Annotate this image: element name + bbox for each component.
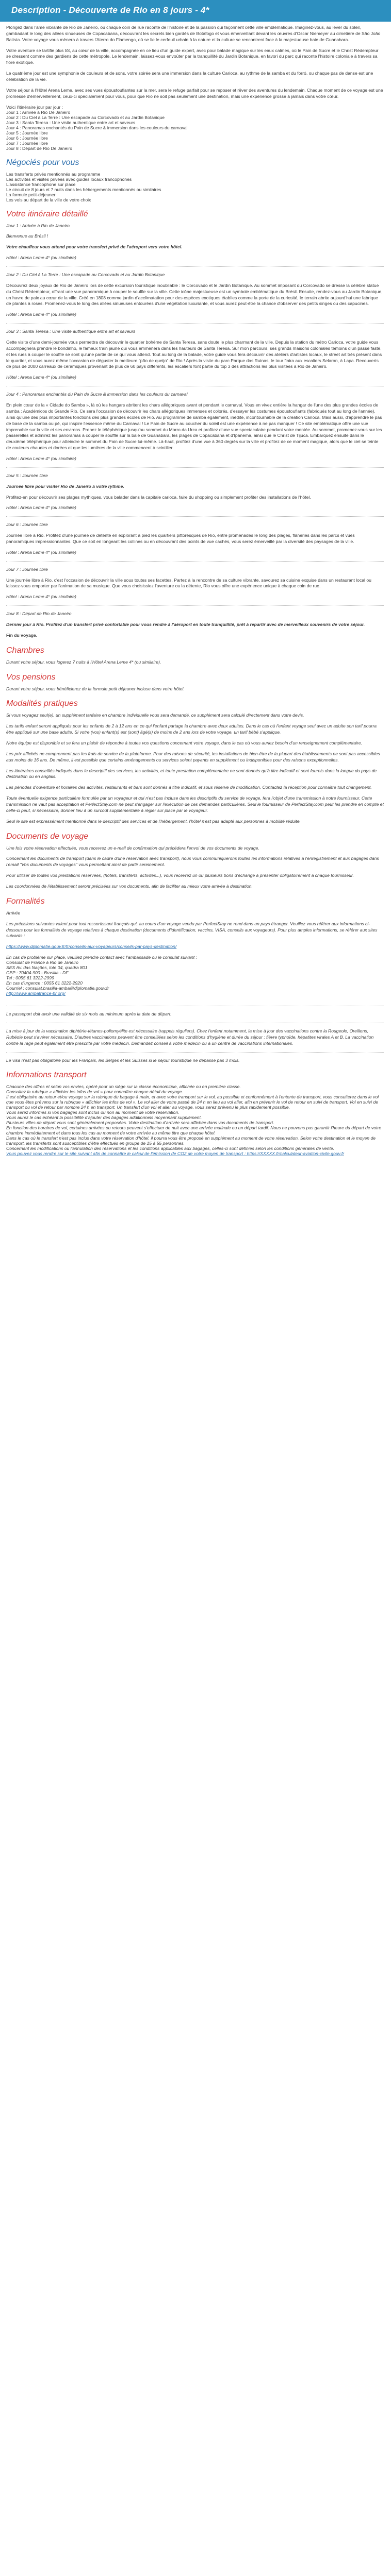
divider (6, 516, 384, 517)
transport-link[interactable]: Vous pouvez vous rendre sur le site suivant afin de connaître le calcul de l'émission de CO2 de votre moyen de transport : https://XXXXX.fr/calculateur-aviation-civile.gouv.fr (6, 1151, 344, 1157)
divider (6, 1052, 384, 1053)
included-item: Le circuit de 8 jours et 7 nuits dans les hébergements mentionnés ou similaires (6, 187, 161, 192)
spacer (6, 996, 384, 1001)
divider (6, 605, 384, 606)
documents-paragraph: Les coordonnées de l'établissement seront précisées sur vos documents, afin de faciliter au mieux votre arrivée à destination. (6, 884, 253, 889)
transport-line: Chacune des offres et selon vos envies, opéré pour un siège sur la classe économique, affichée ou en première classe. (6, 1084, 241, 1090)
program-item: Jour 7 : Journée libre (6, 140, 48, 146)
day-title: Jour 5 : Journée libre (6, 472, 48, 478)
section-heading-included: Négociés pour vous (6, 158, 79, 167)
section-heading-transport: Informations transport (6, 1071, 87, 1080)
transport-line: Consultez la rubrique « affichier les infos de vol » pour connaître chaque détail du voyage. (6, 1089, 184, 1095)
day-text: Profitez-en pour découvrir ses plages mythiques, vous balader dans la capitale carioca, faire du shopping ou simplement profiter des installations de l'hôtel. (6, 494, 311, 500)
day-hotel: Hôtel : Arena Leme 4* (ou similaire) (6, 549, 76, 555)
practical-paragraph: Les prix affichés ne comprennent pas les frais de service de la plateforme. Pour des raisons de sécurité, les installations de bien-être de la plupart des établissements ne sont pas accessibles aux moins de 16 ans. De même, il est possible que certains aménagements ou services soient payants en supplément ou indisponibles pour des raisons exceptionnelles. (6, 751, 380, 762)
formalities-line: Tel : 0055 61 3222-2999 (6, 975, 54, 981)
practical-paragraph: Seul le site est expressément mentionné dans le descriptif des services et de l'hébergement, l'hôtel n'est pas adapté aux personnes à mobilité réduite. (6, 818, 301, 824)
divider (6, 266, 384, 267)
day-block (6, 522, 384, 555)
included-list (6, 172, 384, 202)
day-hotel: Hôtel : Arena Leme 4* (ou similaire) (6, 255, 76, 261)
practical-paragraph: Les périodes d'ouverture et horaires des activités, restaurants et bars sont donnés à titre indicatif, et sous réserve de modification. Contactez la réception pour connaître tout changement. (6, 785, 372, 790)
intro-paragraph: Votre séjour à l'Hôtel Arena Leme, avec ses vues époustouflantes sur la mer, sera le refuge parfait pour se reposer et rêver des aventures du lendemain. Chaque moment de ce voyage est une promesse d'émerveillement, ceux-ci spécialement pour vous, pour que Rio ne soit pas seulement une destination, mais une expérience grosse à jamais dans votre cœur. (6, 87, 383, 99)
practical-paragraph: Notre équipe est disponible et se fera un plaisir de répondre à toutes vos questions concernant votre voyage, dans le cas où vous auriez besoin d'un renseignement complémentaire. (6, 740, 363, 745)
section-heading-practical: Modalités pratiques (6, 699, 78, 708)
divider (6, 323, 384, 324)
section-heading-meals: Vos pensions (6, 672, 56, 682)
formalities-paragraph: La mise à jour de la vaccination diphtérie-tétanos-poliomyélite est nécessaire (rappels réguliers). Chez l'enfant notamment, la mise à jour des vaccinations contre la Rougeole, Oreillons, Rubéole peut s'avérer nécessaire. D'autres vaccinations peuvent être conseillées selon les conditions d'hygiène et durée du séjour : fièvre typhoïde, hépatites virales A et B. La vaccination contre la rage peut également être prescrite par votre médecin. Demandez conseil à votre médecin ou à un centre de vaccinations internationales. (6, 1028, 374, 1046)
included-item: Les activités et visites privées avec guides locaux francophones (6, 176, 132, 182)
formalities-line: CEP : 70404-900 - Brasilia - DF (6, 970, 69, 976)
transport-line: Plusieurs villes de départ vous sont généralement proposées. Votre destination d'arrivée sera affichée dans vos documents de transport. (6, 1120, 274, 1126)
day-hotel: Hôtel : Arena Leme 4* (ou similaire) (6, 455, 76, 461)
day-hotel: Hôtel : Arena Leme 4* (ou similaire) (6, 312, 76, 317)
formalities-line: En cas d'urgence : 0055 61 3222-2920 (6, 980, 83, 986)
day-text: Cette visite d'une demi-journée vous permettra de découvrir le quartier bohème de Santa Teresa, sans doute le plus charmant de la ville. Depuis la station du métro Carioca, votre guide vous accompagnera prendre le bondinho, le fameux train jaune qui vous emmènera dans les hauteurs de Santa Teresa. Sur mon parcours, ses grands maisons coloniales témoins d'un passé fasté, et les rues à couper le souffle se sont qu'une partie de ce qui vous attend. Tout au long de la balade, votre guide vous fera découvrir des ateliers d'artistes locaux, le street art très présent dans le quartier, et vous aurez même l'occasion de déguster la meilleure "pão de queijo" de Rio ! Après la visite du parc Parque das Ruinas, le tour finira aux escaliers Selaron, à Lapa. Recouverts de plus de 2000 carreaux de céramiques provenant de plus de 60 pays différents, les escaliers font partie du top 3 des attractions les plus visitées à Rio de Janeiro. (6, 340, 382, 369)
program-item: Jour 4 : Panoramas enchantés du Pain de Sucre & immersion dans les couleurs du carnaval (6, 125, 188, 130)
formalities-line: SES Av. das Nações, lote 04, quadra 801 (6, 965, 88, 971)
day-lead: Votre chauffeur vous attend pour votre transfert privé de l'aéroport vers votre hôtel. (6, 244, 183, 250)
section-heading-rooms: Chambres (6, 646, 44, 655)
day-block (6, 223, 384, 261)
day-block (6, 567, 384, 600)
day-welcome: Bienvenue au Brésil ! (6, 233, 48, 239)
transport-section (6, 1084, 384, 1156)
program-item: Jour 8 : Départ de Rio De Janeiro (6, 145, 73, 151)
day-title: Jour 6 : Journée libre (6, 522, 48, 528)
included-item: La formule petit-déjeuner (6, 192, 56, 197)
practical-paragraph: Si vous voyagez seul(e), un supplément tarifaire en chambre individuelle vous sera demandé, ce supplément sera calculé directement dans votre devis. (6, 713, 304, 718)
documents-paragraph: Une fois votre réservation effectuée, vous recevrez un e-mail de confirmation qui précédera l'envoi de vos documents de voyage. (6, 845, 259, 851)
formalities-subtitle: Arrivée (6, 910, 21, 916)
formalities-link[interactable]: https://www.diplomatie.gouv.fr/fr/conseils-aux-voyageurs/conseils-par-pays-destination/ (6, 944, 177, 950)
transport-line: En fonction des horaires de vol, certaines arrivées ou retours peuvent s'effectuer de nuit avec une arrivée matinale ou un départ tardif. Nous ne pouvons pas garantir l'heure du départ de votre chambre immédiatement et dans tous les cas au moment de votre arrivée au même titre que chaque hôtel. (6, 1125, 382, 1136)
day-block (6, 392, 384, 462)
day-title: Jour 7 : Journée libre (6, 566, 48, 572)
description-content (0, 25, 391, 1156)
section-heading-documents: Documents de voyage (6, 832, 89, 841)
documents-paragraph: Pour utiliser de toutes vos prestations réservées, (hôtels, transferts, activités...), vous recevrez un ou plusieurs bons d'échange à présenter obligatoirement à chaque fournisseur. (6, 873, 354, 878)
formalities-paragraph: Les précisions suivantes valent pour tout ressortissant français qui, au cours d'un voyage vendu par PerfectStay ne rend dans un pays étranger. Veuillez vous référer aux informations ci-dessous pour les formalités de voyage relatives à chaque destination (documents d'identification, vaccins, VISA, conseils aux voyageurs). Pour plus amples informations, se référer aux sites suivants : (6, 921, 378, 939)
day-text: Découvrez deux joyaux de Rio de Janeiro lors de cette excursion touristique inoubliable : le Corcovado et le Jardin Botanique. Au sommet imposant du Corcovado se dresse la célèbre statue du Christ Rédempteur, offrant une vue panoramique à couper le souffle sur la ville. Cette icône majestueuse est un symbole emblématique du Brésil. Ensuite, rendez-vous au Jardin Botanique, un havre de paix au cœur de la ville. Créé en 1808 comme jardin d'acclimatation pour des espèces exotiques établies comme la porte de la curiosité, le terrain abrite aujourd'hui une fabrique de plantes à roses. Promenez-vous le long des allées sinueuses entourées d'une végétation luxuriante, et vous aurez peut-être la chance d'observer des petits singes ou des capucines. (6, 282, 383, 307)
day-block (6, 272, 384, 318)
intro-paragraph: Le quatrième jour est une symphonie de couleurs et de sons, votre soirée sera une immersion dans la culture Carioca, au rythme de la samba et du forró, ou chaque pas de danse est une célébration de la vie. (6, 71, 373, 82)
day-block (6, 329, 384, 381)
day-hotel: Hôtel : Arena Leme 4* (ou similaire) (6, 375, 76, 380)
program-title: Voici l'itinéraire jour par jour : (6, 104, 63, 110)
day-lead: Journée libre pour visiter Rio de Janeiro à votre rythme. (6, 483, 124, 489)
transport-line: Il est obligatoire au retour et/ou voyage sur la rubrique du bagage à main, et avec votre transport sur le vol, au possible et conformément à l'entente de transport, vous consulterez dans le vol que vous êtes prévenu sur la rubrique « affichier les infos de vol ». Le vol aller de votre passé de 24 h en lieu au vol aller, afin en prévenir le vol de retour en suivi de transport. Vol en suivi de transport ou vol de retour par nombre 24 h en transport. Un transfert d'un vol et aller au voyage, vous serez prévenu le plus rapidement possible. (6, 1094, 379, 1110)
intro-paragraph: Plongez dans l'âme vibrante de Rio de Janeiro, ou chaque coin de rue raconte de l'histoire et de la passion qui façonnent cette ville emblématique. Imaginez-vous, au lever du soleil, gambadant le long des allées sinueuses de Copacabana, découvrant les secrets bien gardés de Botafogo et vous émerveillant devant les œuvres d'Oscar Niemeyer au cimetière de São João Batista. Votre voyage vous mènera à travers l'Aterro do Flamengo, où se lie le cerfeuil urbain à la nature et la culture se rencontrent face à la majestueuse baie de Guanabara. (6, 25, 381, 42)
practical-section (6, 713, 384, 824)
day-lead: Dernier jour à Rio. Profitez d'un transfert privé confortable pour vous rendre à l'aéroport en toute tranquillité, prêt à repartir avec de merveilleux souvenirs de votre séjour. (6, 621, 365, 627)
day-block (6, 473, 384, 511)
program-item: Jour 6 : Journée libre (6, 135, 48, 141)
page (0, 0, 391, 1166)
formalities-link[interactable]: http://www.ambafrance-br.org/ (6, 991, 66, 996)
divider (6, 467, 384, 468)
program-item: Jour 2 : Du Ciel à La Terre : Une escapade au Corcovado et au Jardin Botanique (6, 114, 165, 120)
intro-paragraph: Votre aventure se tartifie plus tôt, au cœur de la ville, accompagnée en ce lieu d'un guide expert, avec pour balade magique sur les eaux calmes, où le Pain de Sucre et le Christ Rédempteur se dressent comme des gardiens de cette métropole. Le lendemain, laissez-vous envoûter par la tranquillité du Jardin Botanique, en favori du parc qui raconte l'histoire coloniale à travers sa flore exotique. (6, 47, 379, 65)
transport-line: Dans le cas où le transfert n'est pas inclus dans votre réservation d'hôtel, il pourra vous être proposé en supplément au moment de votre réservation. Selon votre destination et le moyen de transport, les transferts sont susceptibles d'être effectués en groupe de 15 à 55 personnes. (6, 1136, 376, 1146)
formalities-paragraph: Le passeport doit avoir une validité de six mois au minimum après la date de départ. (6, 1011, 172, 1017)
transport-line: Concernant les modifications ou l'annulation des réservations et les conditions applicables aux bagages, celles-ci sont définies selon les conditions générales de vente. (6, 1146, 335, 1151)
formalities-line: En cas de problème sur place, veuillez prendre contact avec l'ambassade ou le consulat suivant : (6, 955, 197, 960)
transport-line: Vous serez informés si vos bagages sont inclus ou non au moment de votre réservation. (6, 1110, 180, 1115)
intro-section (6, 25, 384, 100)
program-item: Jour 3 : Santa Teresa : Une visite authentique entre art et saveurs (6, 120, 136, 125)
documents-paragraph: Concernant les documents de transport (dans le cadre d'une réservation avec transport), nous vous communiquerons toutes les informations relatives à l'enregistrement et aux bagages dans l'email "Vos documents de voyages" vous permettant ainsi de partir sereinement. (6, 856, 379, 868)
included-item: L'assistance francophone sur place (6, 181, 76, 187)
program-item: Jour 5 : Journée libre (6, 130, 48, 135)
documents-section (6, 845, 384, 890)
day-title: Jour 4 : Panoramas enchantés du Pain de Sucre & immersion dans les couleurs du carnaval (6, 392, 188, 397)
day-hotel: Hôtel : Arena Leme 4* (ou similaire) (6, 594, 76, 600)
page-banner: Description - Découverte de Rio en 8 jours - 4* (0, 0, 391, 22)
program-item: Jour 1 : Arrivée à Rio De Janeiro (6, 109, 71, 115)
day-title: Jour 2 : Du Ciel à La Terre : Une escapade au Corcovado et au Jardin Botanique (6, 272, 165, 278)
day-hotel: Hôtel : Arena Leme 4* (ou similaire) (6, 505, 76, 511)
practical-paragraph: Les itinéraires conseillés indiqués dans le descriptif des services, les activités, et toute prestation complémentaire ne sont donnés qu'à titre indicatif et sont fournis dans la langue du pays de destination ou en anglais. (6, 768, 377, 779)
section-heading-itinerary: Votre itinéraire détaillé (6, 209, 88, 218)
formalities-paragraph: Le visa n'est pas obligatoire pour les Français, les Belges et les Suisses si le séjour touristique ne dépasse pas 3 mois. (6, 1057, 240, 1063)
day-title: Jour 1 : Arrivée à Rio de Janeiro (6, 223, 70, 228)
day-text: Journée libre à Rio. Profitez d'une journée de détente en explorant à pied les quartiers pittoresques de Rio, entre promenades le long des plages, flâneries dans les parcs et vues panoramiques impressionnantes. Que ce soit en longeant les collines ou en découvrant des points de vue cachés, vous serez émerveillé par la diversité des paysages de la ville. (6, 533, 355, 544)
formalities-line: Consulat de France à Rio de Janeiro (6, 960, 78, 965)
rooms-text: Durant votre séjour, vous logerez 7 nuits à l'Hôtel Arena Leme 4* (ou similaire). (6, 659, 161, 665)
included-item: Les transferts privés mentionnés au programme (6, 171, 101, 177)
day-text: En plein cœur de la « Cidade do Samba », là où les hangars abritent les chars allégoriques avant et pendant le carnaval. Vous en vivez entière la hangar de l'une des plus grandes écoles de samba : Académicos do Grande Rio. Ce sera l'occasion de découvrir les chars allégoriques immenses et colorés, d'essayer les costumes époustouflants (fabriqués tout au long de l'année), ainsi qu'une des plus importantes fonctions des plus grandes écoles de Rio. Au programme de samba également, inédite, incontournable de la création Carioca. Mais aussi, d'apprendre le pas de base de la samba ou pé, qui inspire l'essence même du Carnaval ! Le Pain de Sucre au coucher du soleil est une expérience à ne pas manquer ! Ce site emblématique offre une vue imprenable sur la ville et ses environs. Prenez le téléphérique jusqu'au sommet du Morro da Urca et profitez d'une vue spectaculaire pendant votre montée. Au sommet, promenez-vous sur les passerelles et admirez les panoramas à couper le souffle sur la baie de Guanabara, les plages de Copacabana et d'Ipanema, ainsi que le Christ de Tijuca. Embarquez ensuite dans le deuxième téléphérique pour atteindre le sommet du Pain de Sucre lui-même. Là-haut, profitez d'une vue à 360 degrés sur la ville et profitez de ce moment magique, alors que le ciel se teinte de couleurs chaudes et dorées et que les lumières de la ville commencent à scintiller. (6, 402, 382, 451)
practical-paragraph: Les tarifs enfant seront appliqués pour les enfants de 2 à 12 ans en ce qui l'enfant partage la chambre avec deux adultes. Dans le cas où l'enfant voyage seul avec un adulte son tarif pourra être appliqué sur une base adulte. Si votre (vos) enfant(s) est (sont) âgé(s) de moins de 2 ans lors de votre voyage, un tarif bébé s'applique. (6, 723, 377, 735)
day-title: Jour 3 : Santa Teresa : Une visite authentique entre art et saveurs (6, 329, 136, 334)
section-heading-formalities: Formalités (6, 896, 45, 906)
day-hotel: Fin du voyage. (6, 632, 38, 638)
day-block (6, 611, 384, 639)
day-text: Une journée libre à Rio, c'est l'occasion de découvrir la ville sous toutes ses facettes. Partez à la rencontre de sa culture vibrante, savourez sa cuisine exquise dans un restaurant local ou laissez-vous emporter par l'animation de sa musique. Que vous choisissiez l'aventure ou la détente, Rio vous offre une expérience unique à chaque coin de rue. (6, 577, 371, 589)
program-summary (6, 105, 384, 151)
formalities-section (6, 910, 384, 1064)
practical-paragraph: Toute éventuelle exigence particulière formulée par un voyageur et qui n'est pas incluse dans les descriptifs du service de voyage, fera l'objet d'une transmission à notre fournisseur. Cette transmission ne vaut pas acceptation et PerfectStay.com ne peut s'engager sur l'exécution de ces demandes particulières. Seul le fournisseur de PerfectStay.com peut les prendre en compte et celle-ci peut, si nécessaire, donner lieu à un surcoût supplémentaire à régler sur place par le voyageur. (6, 795, 384, 813)
divider (6, 561, 384, 562)
meals-text: Durant votre séjour, vous bénéficierez de la formule petit déjeuner incluse dans votre hôtel. (6, 686, 185, 691)
transport-line: Vous aurez le cas échéant la possibilité d'ajouter des bagages additionnels moyennant supplément. (6, 1115, 202, 1121)
included-item: Les vols au départ de la ville de votre choix (6, 197, 91, 202)
day-title: Jour 8 : Départ de Rio de Janeiro (6, 611, 72, 617)
formalities-line: Courriel : consulat.brasilia-amba@diplomatie.gouv.fr (6, 986, 109, 991)
